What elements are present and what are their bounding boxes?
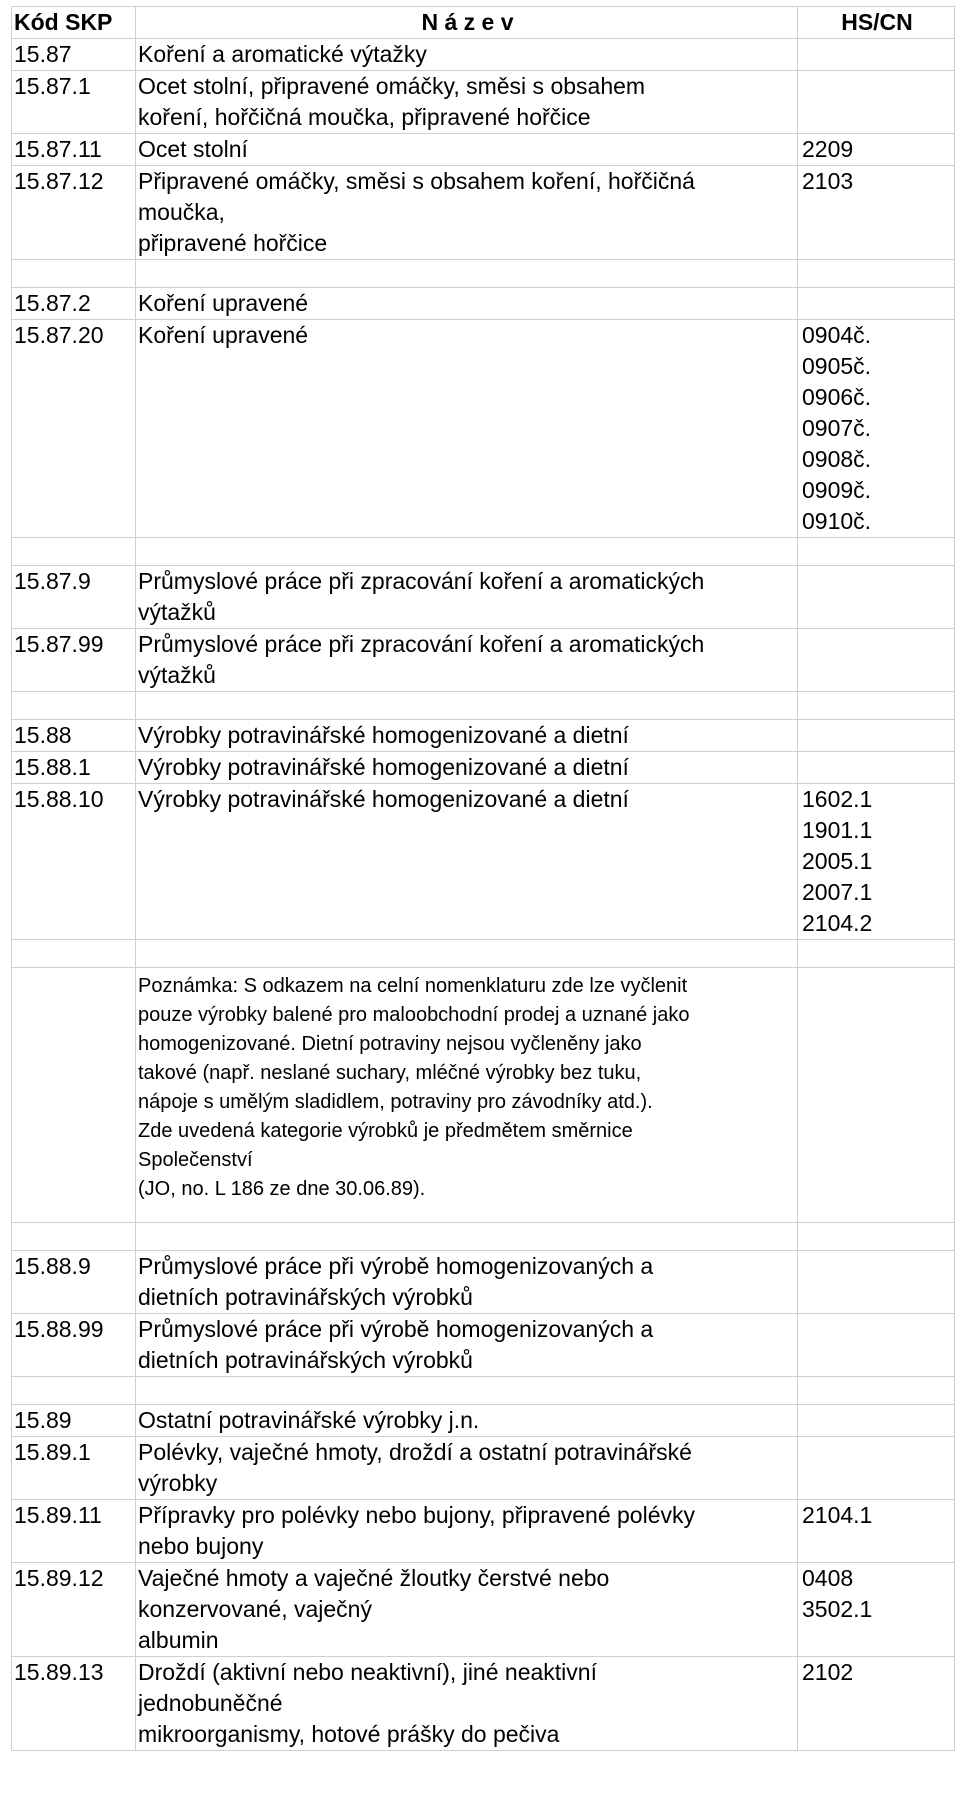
name-cell [136, 538, 798, 566]
name-cell [136, 566, 798, 629]
code-cell: 15.87.2 [12, 288, 136, 320]
hs-code: 0909č. [802, 477, 872, 503]
name-line: výrobky [138, 1470, 218, 1496]
code-cell: 15.87.11 [12, 134, 136, 166]
name-cell [136, 720, 798, 752]
code-cell: 15.87.1 [12, 71, 136, 134]
table-row [12, 720, 955, 752]
name-cell [136, 784, 798, 940]
hs-code: 2007.1 [802, 879, 873, 905]
note-line: homogenizované. Dietní potraviny nejsou vyčleněny jako [138, 1033, 642, 1055]
name-cell [136, 1377, 798, 1405]
code-cell: 15.87.99 [12, 629, 136, 692]
header-code: Kód SKP [12, 7, 136, 39]
name-line: jednobuněčné [138, 1690, 283, 1716]
hs-code: 2209 [802, 136, 854, 162]
hs-cell [798, 260, 955, 288]
note-line: takové (např. neslané suchary, mléčné výrobky bez tuku, [138, 1062, 642, 1084]
hs-cell [798, 1377, 955, 1405]
name-line: Výrobky potravinářské homogenizované a dietní [138, 722, 629, 748]
code-cell: 15.89.1 [12, 1437, 136, 1500]
name-cell [136, 629, 798, 692]
code-cell: 15.88 [12, 720, 136, 752]
name-line: připravené hořčice [138, 230, 328, 256]
code-cell [12, 1223, 136, 1251]
classification-table [11, 6, 955, 1751]
blank-row [12, 1377, 955, 1405]
table-row [12, 134, 955, 166]
name-cell [136, 752, 798, 784]
code-cell: 15.88.1 [12, 752, 136, 784]
hs-code: 0908č. [802, 446, 872, 472]
note-line: nápoje s umělým sladidlem, potraviny pro závodníky atd.). [138, 1091, 653, 1113]
hs-cell [798, 288, 955, 320]
table-row [12, 1437, 955, 1500]
code-cell [12, 692, 136, 720]
code-cell: 15.89 [12, 1405, 136, 1437]
hs-cell [798, 752, 955, 784]
table-row [12, 1405, 955, 1437]
table-row [12, 166, 955, 260]
hs-code: 2103 [802, 168, 854, 194]
hs-cell [798, 692, 955, 720]
hs-cell [798, 39, 955, 71]
name-line: Připravené omáčky, směsi s obsahem koření, hořčičná [138, 168, 695, 194]
name-line: nebo bujony [138, 1533, 264, 1559]
hs-code: 0905č. [802, 353, 872, 379]
name-line: Koření upravené [138, 290, 309, 316]
header-row [12, 7, 955, 39]
table-row [12, 320, 955, 538]
hs-cell [798, 1251, 955, 1314]
hs-cell [798, 166, 955, 260]
code-cell: 15.88.10 [12, 784, 136, 940]
name-line: Ostatní potravinářské výrobky j.n. [138, 1407, 480, 1433]
name-line: výtažků [138, 662, 216, 688]
code-cell: 15.88.99 [12, 1314, 136, 1377]
name-line: mikroorganismy, hotové prášky do pečiva [138, 1721, 560, 1747]
table-row [12, 1314, 955, 1377]
code-cell: 15.87.12 [12, 166, 136, 260]
hs-cell [798, 1314, 955, 1377]
hs-code: 0408 [802, 1565, 854, 1591]
header-hs: HS/CN [798, 7, 955, 39]
name-cell [136, 1500, 798, 1563]
hs-code: 0904č. [802, 322, 872, 348]
name-line: Průmyslové práce při výrobě homogenizovaných a [138, 1316, 654, 1342]
hs-code: 2104.1 [802, 1502, 873, 1528]
hs-cell [798, 784, 955, 940]
table-row [12, 288, 955, 320]
note-line: Zde uvedená kategorie výrobků je předmětem směrnice [138, 1120, 633, 1142]
table-row [12, 1500, 955, 1563]
hs-code: 1602.1 [802, 786, 873, 812]
name-line: Vaječné hmoty a vaječné žloutky čerstvé nebo [138, 1565, 610, 1591]
name-cell [136, 940, 798, 968]
name-line: dietních potravinářských výrobků [138, 1347, 473, 1373]
code-cell: 15.89.11 [12, 1500, 136, 1563]
name-line: Průmyslové práce při zpracování koření a aromatických [138, 631, 705, 657]
name-cell [136, 320, 798, 538]
name-cell [136, 39, 798, 71]
hs-cell [798, 1563, 955, 1657]
code-cell: 15.87.20 [12, 320, 136, 538]
name-line: Ocet stolní, připravené omáčky, směsi s obsahem [138, 73, 646, 99]
hs-cell [798, 134, 955, 166]
name-line: Průmyslové práce při zpracování koření a aromatických [138, 568, 705, 594]
note-line: pouze výrobky balené pro maloobchodní prodej a uznané jako [138, 1004, 690, 1026]
name-line: Průmyslové práce při výrobě homogenizovaných a [138, 1253, 654, 1279]
hs-code: 1901.1 [802, 817, 873, 843]
hs-cell [798, 71, 955, 134]
name-cell [136, 288, 798, 320]
name-line: Droždí (aktivní nebo neaktivní), jiné neaktivní [138, 1659, 597, 1685]
hs-code: 2104.2 [802, 910, 873, 936]
hs-cell [798, 720, 955, 752]
hs-cell [798, 320, 955, 538]
note-line: Poznámka: S odkazem na celní nomenklaturu zde lze vyčlenit [138, 975, 688, 997]
code-cell [12, 260, 136, 288]
name-line: výtažků [138, 599, 216, 625]
hs-code: 2102 [802, 1659, 854, 1685]
code-cell [12, 968, 136, 1223]
hs-cell [798, 629, 955, 692]
name-cell [136, 1437, 798, 1500]
table-row [12, 39, 955, 71]
name-cell [136, 260, 798, 288]
code-cell: 15.87.9 [12, 566, 136, 629]
hs-cell [798, 1405, 955, 1437]
code-cell: 15.87 [12, 39, 136, 71]
blank-row [12, 260, 955, 288]
name-line: Koření upravené [138, 322, 309, 348]
table-row [12, 1251, 955, 1314]
code-cell [12, 940, 136, 968]
hs-cell [798, 940, 955, 968]
note-line: (JO, no. L 186 ze dne 30.06.89). [138, 1178, 426, 1200]
table-row [12, 752, 955, 784]
name-cell [136, 1223, 798, 1251]
name-cell [136, 1314, 798, 1377]
code-cell: 15.89.13 [12, 1657, 136, 1751]
hs-code: 3502.1 [802, 1596, 873, 1622]
table-row [12, 1657, 955, 1751]
name-line: albumin [138, 1627, 219, 1653]
name-cell [136, 692, 798, 720]
note-cell [136, 968, 798, 1223]
name-line: Výrobky potravinářské homogenizované a dietní [138, 754, 629, 780]
hs-code: 0910č. [802, 508, 872, 534]
code-cell: 15.88.9 [12, 1251, 136, 1314]
blank-row [12, 692, 955, 720]
name-line: konzervované, vaječný [138, 1596, 372, 1622]
hs-code: 0907č. [802, 415, 872, 441]
hs-cell [798, 566, 955, 629]
name-line: Přípravky pro polévky nebo bujony, připravené polévky [138, 1502, 695, 1528]
hs-code: 2005.1 [802, 848, 873, 874]
table-row [12, 629, 955, 692]
hs-cell [798, 1437, 955, 1500]
table-body [12, 39, 955, 1751]
hs-cell [798, 1500, 955, 1563]
code-cell: 15.89.12 [12, 1563, 136, 1657]
name-line: Výrobky potravinářské homogenizované a dietní [138, 786, 629, 812]
name-line: koření, hořčičná moučka, připravené hořčice [138, 104, 591, 130]
hs-cell [798, 968, 955, 1223]
name-cell [136, 71, 798, 134]
note-line: Společenství [138, 1149, 253, 1171]
name-cell [136, 1563, 798, 1657]
code-cell [12, 1377, 136, 1405]
hs-code: 0906č. [802, 384, 872, 410]
name-cell [136, 134, 798, 166]
document-sheet [11, 6, 954, 1751]
table-row [12, 784, 955, 940]
name-line: Ocet stolní [138, 136, 248, 162]
name-line: Polévky, vaječné hmoty, droždí a ostatní potravinářské [138, 1439, 692, 1465]
name-cell [136, 1251, 798, 1314]
name-line: moučka, [138, 199, 225, 225]
name-cell [136, 1405, 798, 1437]
table-row [12, 71, 955, 134]
table-row [12, 1563, 955, 1657]
blank-row [12, 538, 955, 566]
hs-cell [798, 1657, 955, 1751]
blank-row [12, 940, 955, 968]
header-name: N á z e v [136, 7, 798, 39]
hs-cell [798, 538, 955, 566]
name-cell [136, 1657, 798, 1751]
blank-row [12, 1223, 955, 1251]
code-cell [12, 538, 136, 566]
note-row [12, 968, 955, 1223]
name-line: Koření a aromatické výtažky [138, 41, 427, 67]
table-row [12, 566, 955, 629]
name-cell [136, 166, 798, 260]
hs-cell [798, 1223, 955, 1251]
name-line: dietních potravinářských výrobků [138, 1284, 473, 1310]
